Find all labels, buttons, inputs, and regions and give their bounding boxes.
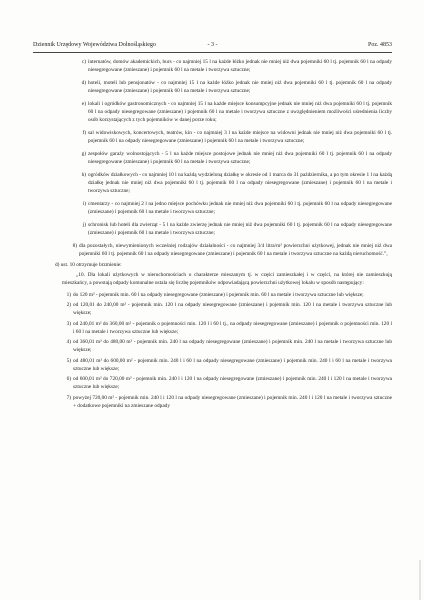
amendment-heading: d) ust. 10 otrzymuje brzmienie: bbox=[55, 262, 122, 269]
item-text: od 240,01 m² do 360,00 m² - pojemnik o pojemności min. 120 l i 60 l tj., na odpady niesegregowane (zmieszane) i pojemnik o pojemności min. 120 l i 60 l na metale i tworzywa sztuczne lub większe; bbox=[73, 320, 392, 335]
item-text: lokali i ogródków gastronomicznych - co najmniej 15 l na każde miejsce konsumpcyjne jednak nie mniej niż dwa pojemniki 60 l tj. pojemnik 60 l na odpady niesegregowane (zmieszane) i pojemnik 60 l na metale i tworzywa sztuczne z uwzględnieniem możliwości uśrednienia liczby osób korzystających z tych pojemników w danej porze roku; bbox=[88, 100, 392, 124]
item-label: g) bbox=[81, 151, 86, 158]
item-label: j) bbox=[82, 222, 86, 229]
numbered-item-last bbox=[62, 394, 392, 410]
list-item bbox=[77, 200, 392, 216]
item-label: 7) bbox=[66, 394, 71, 401]
header-rule bbox=[33, 52, 392, 53]
item-label: 2) bbox=[66, 302, 71, 309]
point-8 bbox=[63, 242, 392, 258]
numbered-item bbox=[62, 357, 392, 373]
numbered-item bbox=[62, 291, 392, 299]
item-label: f) bbox=[82, 130, 86, 137]
document-body bbox=[33, 58, 392, 410]
paragraph-10: „10. Dla lokali użytkowych w nieruchomościach o charakterze mieszanym tj. w części zamieszkałej i w części, na której nie zamieszkują mieszkańcy, a powstają odpady komunalne ustala się liczbę pojemników odpowiadającą powierzchni użytkowej lokalu w sposób następujący: bbox=[62, 272, 392, 287]
list-item bbox=[77, 129, 392, 145]
item-text: cmentarzy - co najmniej 2 l na jedno miejsce pochówku jednak nie mniej niż dwa pojemniki 60 l tj. pojemnik 60 l na odpady niesegregowane (zmieszane) i pojemnik 60 l na metale i tworzywa sztuczne; bbox=[88, 201, 392, 216]
list-item bbox=[77, 221, 392, 237]
item-label: 3) bbox=[66, 320, 71, 327]
list-item bbox=[77, 58, 392, 74]
page-number: - 3 - bbox=[207, 42, 218, 48]
item-text: od 480,01 m² do 600,00 m² - pojemnik min. 240 l i 60 l na odpady niesegregowane (zmieszane) i pojemnik min. 240 l i 60 l na metale i tworzywa sztuczne lub większe; bbox=[73, 357, 392, 372]
scan-edge-mark bbox=[419, 560, 421, 600]
item-text: od 360,01 m² do 480,00 m² - pojemnik min. 240 l na odpady niesegregowane (zmieszane) i pojemnik min. 240 l na metale i tworzywa sztuczne lub większe; bbox=[73, 339, 392, 354]
numbered-item bbox=[62, 375, 392, 391]
item-text: do 120 m² - pojemnik min. 60 l na odpady niesegregowane (zmieszane) i pojemnik min. 60 l na metale i tworzywa sztuczne lub większe; bbox=[73, 291, 364, 298]
journal-title: Dziennik Urzędowy Województwa Dolnośląskiego bbox=[33, 42, 156, 48]
item-label: e) bbox=[81, 100, 86, 107]
item-label: d) bbox=[81, 79, 86, 86]
item-text: zespołów garaży wolnostojących - 5 l na każde miejsce postojowe jednak nie mniej niż dwa pojemniki 60 l tj. pojemnik 60 l na odpady niesegregowane (zmieszane) i pojemnik 60 l na metale i tworzywa sztuczne; bbox=[88, 151, 392, 166]
item-text: od 600,01 m² do 720,00 m² - pojemnik min. 240 l i 120 l na odpady niesegregowane (zmieszane) i pojemnik min. 240 l i 120 l na metale i tworzywa sztuczne lub większe; bbox=[73, 376, 392, 391]
list-item bbox=[77, 150, 392, 166]
item-text: sal widowiskowych, koncertowych, teatrów, kin - co najmniej 3 l na każde miejsce na widowni jednak nie mniej niż dwa pojemniki 60 l tj. pojemnik 60 l na odpady niesegregowane (zmieszane) i pojemnik 60 l na metale i tworzywa sztuczne; bbox=[88, 130, 392, 145]
item-text: hoteli, moteli lub pensjonatów - co najmniej 15 l na każde łóżko jednak nie mniej niż dwa pojemniki 60 l tj. pojemnik 60 l na odpady niesegregowane (zmieszane) i pojemnik 60 l na metale i tworzywa sztuczne; bbox=[88, 79, 392, 95]
list-item bbox=[77, 171, 392, 195]
list-item bbox=[77, 100, 392, 124]
item-label: 5) bbox=[66, 357, 71, 364]
position-number: Poz. 4853 bbox=[368, 42, 392, 48]
numbered-item bbox=[62, 338, 392, 354]
item-label: 4) bbox=[66, 339, 71, 346]
numbered-item bbox=[62, 301, 392, 317]
item-label: 1) bbox=[66, 291, 71, 298]
item-text: powyżej 720,00 m² - pojemnik min. 240 l i 120 l na odpady niesegregowane (zmieszane) i pojemnik min. 240 l i 120 l na metale i tworzywa sztuczne + dodatkowe pojemniki na zmieszane odpady bbox=[73, 394, 392, 409]
numbered-item bbox=[62, 320, 392, 336]
item-text: ogródków działkowych - co najmniej 10 l na każdą wydzieloną działkę w okresie od 1 marca do 31 października, a po tym okresie 1 l na każdą działkę jednak nie mniej niż dwa pojemniki 60 l tj. pojemnik 60 l na odpady niesegregowane (zmieszane) i pojemnik 60 l na metale i tworzywa sztuczne; bbox=[88, 172, 392, 195]
page-header bbox=[33, 42, 392, 51]
item-text: dla pozostałych, niewymienionych wcześniej rodzajów działalności - co najmniej 3/4 litra/m² powierzchni użytkowej, jednak nie mniej niż dwa pojemniki 60 l tj. pojemnik 60 l na odpady niesegregowane (zmieszane) i pojemnik 60 l na metale i tworzywa sztuczne na każdą nieruchomość.”, bbox=[79, 243, 392, 258]
item-label: i) bbox=[82, 201, 86, 208]
item-label: h) bbox=[81, 172, 86, 179]
item-text: internatów, domów akademickich, burs - co najmniej 15 l na każde łóżko jednak nie mniej niż dwa pojemniki 60 l tj. pojemnik 60 l na odpady niesegregowane (zmieszane) i pojemnik 60 l na metale i tworzywa sztuczne; bbox=[88, 59, 392, 74]
item-text: schronisk lub hoteli dla zwierząt - 5 l na każde zwierzę jednak nie mniej niż dwa pojemniki 60 l tj. pojemnik 60 l na odpady niesegregowane (zmieszane) i pojemnik 60 l na metale i tworzywa sztuczne; bbox=[88, 222, 392, 237]
item-label: 8) bbox=[72, 243, 77, 250]
item-text: od 120,01 do 240,00 m² - pojemnik min. 120 l na odpady niesegregowane (zmieszane) i pojemnik min. 120 l na metale i tworzywa sztuczne lub większe; bbox=[73, 302, 392, 317]
list-item bbox=[77, 79, 392, 95]
item-label: 6) bbox=[66, 376, 71, 383]
item-label: c) bbox=[81, 59, 86, 65]
